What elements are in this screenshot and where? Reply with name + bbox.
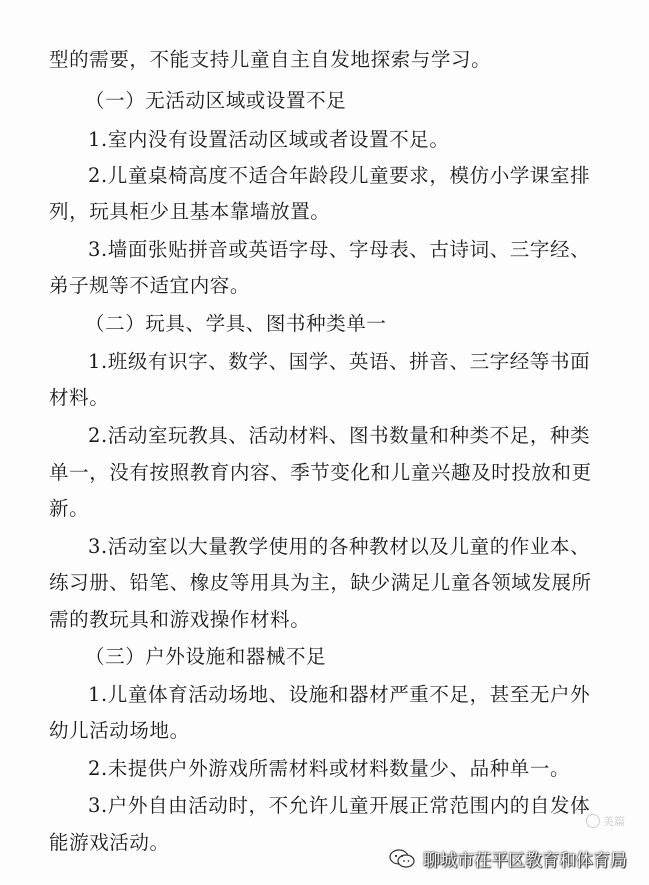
paragraph-line-20: 2.未提供户外游戏所需材料或材料数量少、品种单一。 — [88, 757, 571, 780]
paragraph-line-4: 2.儿童桌椅高度不适合年龄段儿童要求，模仿小学课室排 — [88, 164, 591, 187]
wechat-icon — [389, 849, 415, 869]
paragraph-line-13: 新。 — [49, 497, 90, 520]
paragraph-line-7: 弟子规等不适宜内容。 — [49, 274, 251, 297]
paragraph-line-5: 列，玩具柜少且基本靠墙放置。 — [49, 200, 331, 223]
paragraph-line-9: 1.班级有识字、数学、国学、英语、拼音、三字经等书面 — [88, 350, 591, 373]
watermark-text: 美篇 — [603, 815, 625, 828]
meipian-watermark — [586, 813, 625, 829]
paragraph-line-3: 1.室内没有设置活动区域或者设置不足。 — [88, 128, 450, 151]
paragraph-line-14: 3.活动室以大量教学使用的各种教材以及儿童的作业本、 — [88, 535, 591, 558]
section-heading-1: （一）无活动区域或设置不足 — [85, 89, 347, 112]
paragraph-line-11: 2.活动室玩教具、活动材料、图书数量和种类不足，种类 — [88, 424, 591, 447]
paragraph-line-19: 幼儿活动场地。 — [49, 719, 190, 742]
paragraph-line-18: 1.儿童体育活动场地、设施和器材严重不足，甚至无户外 — [88, 683, 591, 706]
account-name: 聊城市茌平区教育和体育局 — [423, 851, 627, 871]
section-heading-2: （二）玩具、学具、图书种类单一 — [85, 312, 387, 335]
section-heading-3: （三）户外设施和器械不足 — [85, 645, 327, 668]
paragraph-line-12: 单一，没有按照教育内容、季节变化和儿童兴趣及时投放和更 — [49, 461, 592, 484]
paragraph-line-21: 3.户外自由活动时，不允许儿童开展正常范围内的自发体 — [88, 794, 591, 817]
paragraph-line-15: 练习册、铅笔、橡皮等用具为主，缺少满足儿童各领域发展所 — [49, 571, 592, 594]
paragraph-line-1: 型的需要，不能支持儿童自主自发地探索与学习。 — [49, 48, 492, 71]
paragraph-line-6: 3.墙面张贴拼音或英语字母、字母表、古诗词、三字经、 — [88, 238, 591, 261]
meipian-logo-icon — [586, 814, 600, 828]
paragraph-line-10: 材料。 — [49, 386, 110, 409]
paragraph-line-22: 能游戏活动。 — [49, 831, 170, 854]
source-attribution — [389, 846, 627, 871]
paragraph-line-16: 需的教玩具和游戏操作材料。 — [49, 608, 311, 631]
